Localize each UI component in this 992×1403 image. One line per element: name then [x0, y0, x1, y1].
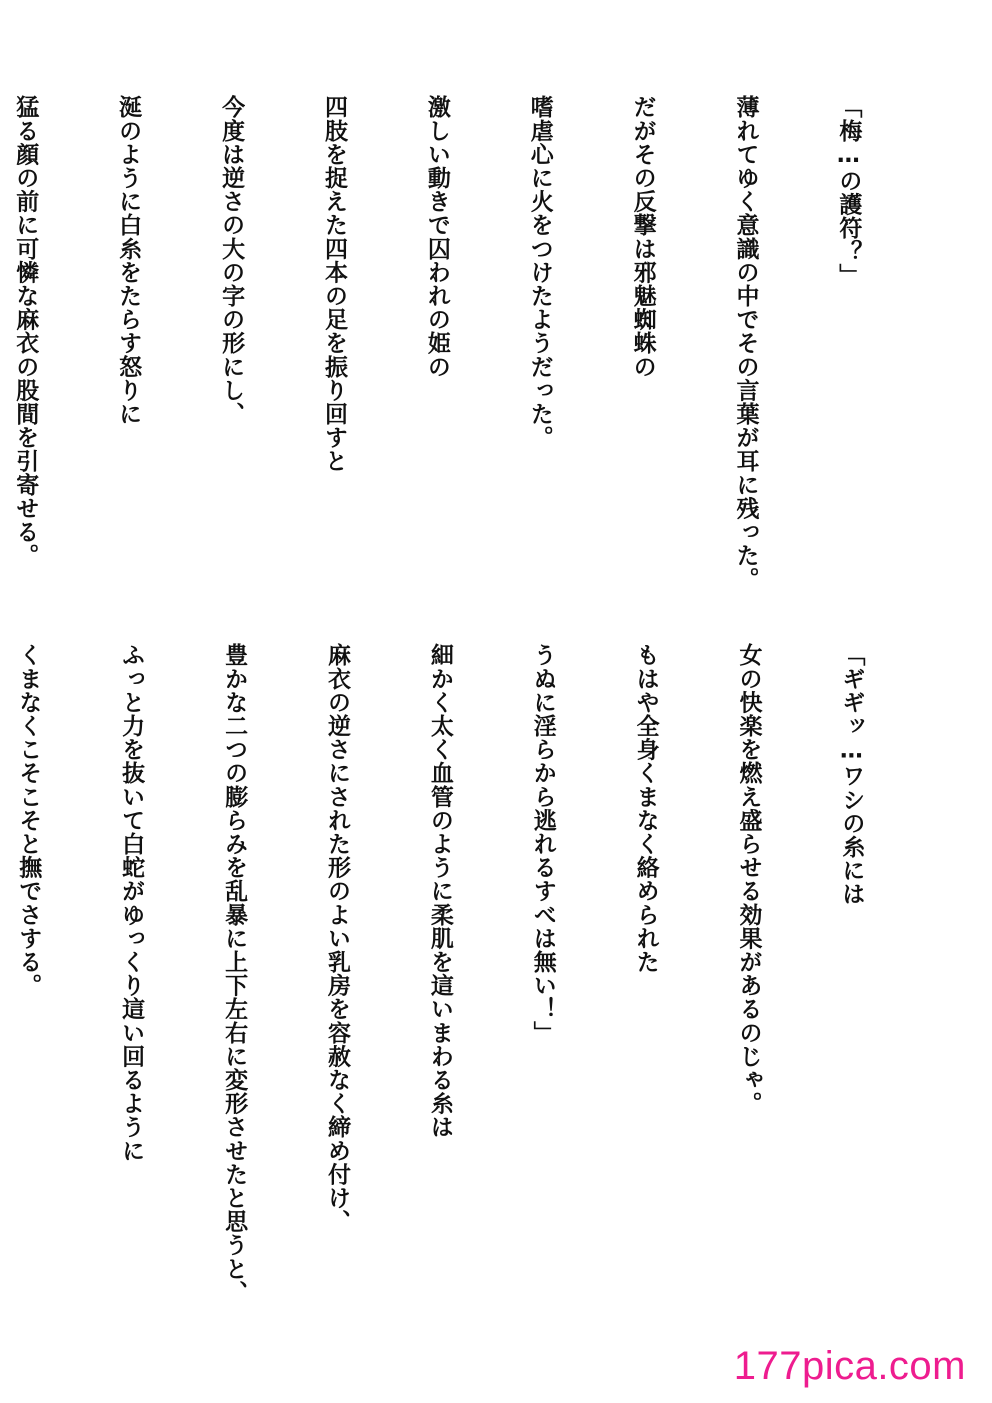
text-block-lower	[15, 643, 937, 1363]
text-line: 麻衣の逆さにされた形のよい乳房を容赦なく締め付け、	[323, 643, 350, 1233]
text-line: 「ギギッ…ワシの糸には	[838, 643, 865, 906]
text-line: だがその反撃は邪魅蜘蛛の	[629, 95, 656, 379]
text-line: 女の快楽を燃え盛らせる効果があるのじゃ。	[735, 643, 762, 1115]
text-line: くまなくこそこそと撫でさする。	[15, 643, 42, 997]
text-line: 激しい動きで囚われの姫の	[423, 95, 450, 379]
text-line: 猛る顔の前に可憐な麻衣の股間を引寄せる。	[12, 95, 39, 567]
text-line: 今度は逆さの大の字の形にし、	[218, 95, 245, 426]
text-line: 嗜虐心に火をつけたようだった。	[526, 95, 553, 449]
text-line: 細かく太く血管のように柔肌を這いまわる糸は	[426, 643, 453, 1139]
site-watermark: 177pica.com	[733, 1344, 966, 1388]
text-line: もはや全身くまなく絡められた	[632, 643, 659, 974]
text-line: 四肢を捉えた四本の足を振り回すと	[320, 95, 347, 473]
text-line: 豊かな二つの膨らみを乱暴に上下左右に変形させたと思うと、	[221, 643, 248, 1304]
text-line: 薄れてゆく意識の中でその言葉が耳に残った。	[732, 95, 759, 591]
text-line: ふっと力を抜いて白蛇がゆっくり這い回るように	[118, 643, 145, 1163]
text-line: 「梅…の護符？」	[835, 95, 862, 287]
text-line: うぬに淫らから逃れるすべは無い！」	[529, 643, 556, 1045]
text-block-upper	[12, 95, 934, 615]
text-line: 涎のように白糸をたらす怒りに	[115, 95, 142, 426]
